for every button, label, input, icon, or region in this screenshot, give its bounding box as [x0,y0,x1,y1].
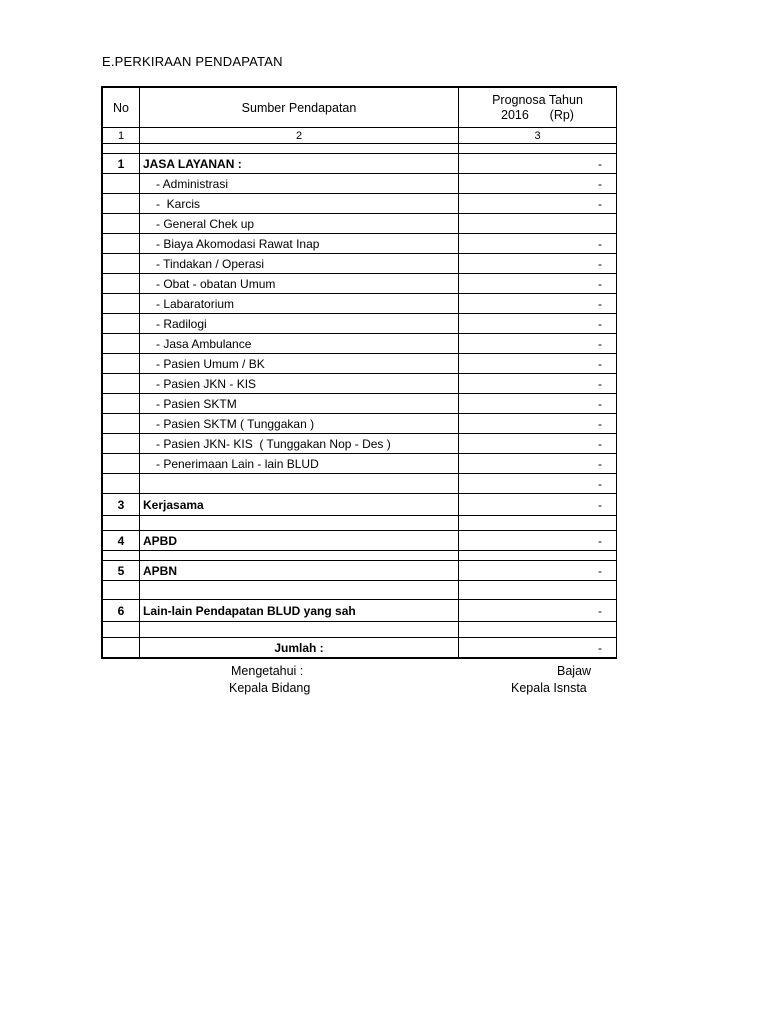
row-label: - Administrasi [140,174,459,194]
row-value: - [459,154,617,174]
row-no: 5 [102,561,140,581]
table-row [102,334,617,354]
column-number-row [102,128,617,144]
row-no [102,414,140,434]
table-row [102,494,617,516]
row-label: - Tindakan / Operasi [140,254,459,274]
row-value: - [459,600,617,622]
table-row [102,154,617,174]
row-label: - General Chek up [140,214,459,234]
table-row [102,254,617,274]
spacer-row [102,516,617,531]
row-label: - Pasien Umum / BK [140,354,459,374]
column-number: 1 [102,128,140,144]
row-label [140,144,459,154]
signature-left-line2: Kepala Bidang [229,681,311,695]
row-value: - [459,454,617,474]
row-label: - Biaya Akomodasi Rawat Inap [140,234,459,254]
row-value: - [459,274,617,294]
row-label: - Obat - obatan Umum [140,274,459,294]
row-value: - [459,314,617,334]
row-value: - [459,294,617,314]
header-no: No [102,87,140,128]
row-value: - [459,531,617,551]
row-no [102,394,140,414]
row-no [102,254,140,274]
row-label: - Labaratorium [140,294,459,314]
row-value: - [459,174,617,194]
row-value: - [459,434,617,454]
row-no [102,551,140,561]
column-number: 3 [459,128,617,144]
table-row [102,314,617,334]
row-value: - [459,334,617,354]
row-label: - Pasien JKN - KIS [140,374,459,394]
row-no [102,516,140,531]
spacer-row [102,581,617,600]
row-no [102,214,140,234]
row-no [102,274,140,294]
row-label: - Penerimaan Lain - lain BLUD [140,454,459,474]
row-no [102,638,140,659]
row-no: 4 [102,531,140,551]
table-row [102,600,617,622]
row-no [102,474,140,494]
revenue-estimate-table [101,86,617,659]
signature-right-line2: Kepala Isnsta [511,681,587,695]
row-label [140,516,459,531]
row-value [459,622,617,638]
row-no [102,454,140,474]
row-no: 6 [102,600,140,622]
row-label: - Pasien JKN- KIS ( Tunggakan Nop - Des ) [140,434,459,454]
table-row [102,274,617,294]
spacer-row [102,551,617,561]
row-value: - [459,394,617,414]
row-no [102,174,140,194]
revenue-table-container [101,86,602,655]
row-label: - Radilogi [140,314,459,334]
row-label: APBD [140,531,459,551]
row-no [102,314,140,334]
header-prognosis [459,87,617,128]
header-prognosis-line1: Prognosa Tahun [492,92,583,107]
table-row [102,294,617,314]
row-value: - [459,474,617,494]
row-label [140,622,459,638]
row-no [102,234,140,254]
total-value: - [459,638,617,659]
row-value: - [459,561,617,581]
signature-right-line1: Bajaw [557,664,592,678]
row-label: Lain-lain Pendapatan BLUD yang sah [140,600,459,622]
row-no [102,144,140,154]
row-value [459,144,617,154]
table-row [102,414,617,434]
row-no [102,354,140,374]
row-no [102,581,140,600]
table-row [102,394,617,414]
signature-right-block [500,662,592,702]
row-no [102,434,140,454]
row-label [140,474,459,494]
table-header-row [102,87,617,128]
row-value [459,551,617,561]
table-row [102,561,617,581]
spacer-row [102,144,617,154]
row-no [102,374,140,394]
total-row [102,638,617,659]
column-number: 2 [140,128,459,144]
row-no [102,294,140,314]
table-row [102,174,617,194]
row-label: - Pasien SKTM ( Tunggakan ) [140,414,459,434]
row-no: 3 [102,494,140,516]
table-row [102,454,617,474]
row-label [140,551,459,561]
row-no [102,334,140,354]
header-prognosis-line2: 2016 (Rp) [501,107,574,122]
page-title: E.PERKIRAAN PENDAPATAN [102,54,283,69]
row-label: Kerjasama [140,494,459,516]
table-row [102,234,617,254]
row-label: - Pasien SKTM [140,394,459,414]
row-value: - [459,354,617,374]
table-row [102,474,617,494]
header-source: Sumber Pendapatan [140,87,459,128]
table-row [102,434,617,454]
row-value: - [459,414,617,434]
row-no [102,622,140,638]
signature-left-line1: Mengetahui : [231,664,304,678]
row-no [102,194,140,214]
row-label: JASA LAYANAN : [140,154,459,174]
row-value: - [459,494,617,516]
row-label: - Jasa Ambulance [140,334,459,354]
table-row [102,374,617,394]
row-value [459,214,617,234]
table-row [102,354,617,374]
spacer-row [102,622,617,638]
row-value [459,516,617,531]
table-row [102,214,617,234]
row-label: - Karcis [140,194,459,214]
row-value: - [459,194,617,214]
row-no: 1 [102,154,140,174]
total-label: Jumlah : [140,638,459,659]
row-value: - [459,234,617,254]
row-value [459,581,617,600]
table-row [102,194,617,214]
row-label [140,581,459,600]
row-value: - [459,374,617,394]
row-label: APBN [140,561,459,581]
table-row [102,531,617,551]
row-value: - [459,254,617,274]
